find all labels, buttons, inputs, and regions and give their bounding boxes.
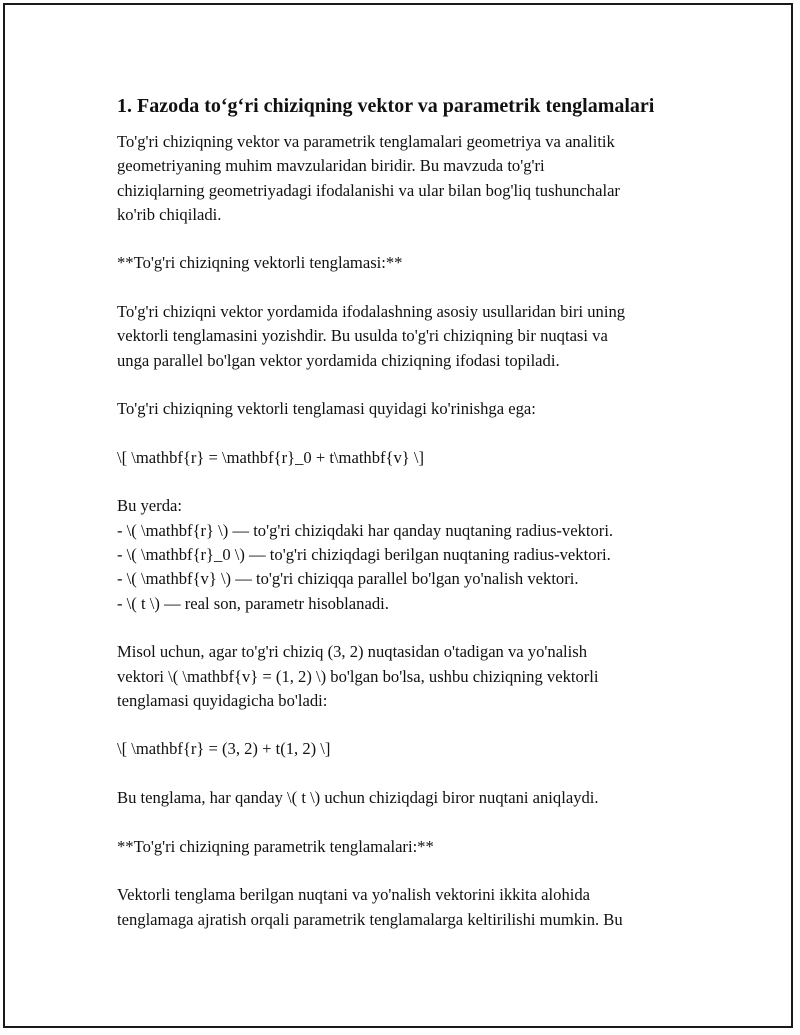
text-line: unga parallel bo'lgan vektor yordamida chiziqning ifodasi topiladi. xyxy=(117,350,560,370)
paragraph xyxy=(117,397,687,421)
text-line: - \( t \) — real son, parametr hisoblanadi. xyxy=(117,593,389,613)
text-line: **To'g'ri chiziqning vektorli tenglamasi:** xyxy=(117,253,403,273)
text-line: - \( \mathbf{v} \) — to'g'ri chiziqqa parallel bo'lgan yo'nalish vektori. xyxy=(117,569,579,589)
paragraph xyxy=(117,446,687,470)
text-line: - \( \mathbf{r}_0 \) — to'g'ri chiziqdagi berilgan nuqtaning radius-vektori. xyxy=(117,545,611,565)
text-line: vektori \( \mathbf{v} = (1, 2) \) bo'lgan bo'lsa, ushbu chiziqning vektorli xyxy=(117,666,599,686)
text-line: To'g'ri chiziqning vektorli tenglamasi quyidagi ko'rinishga ega: xyxy=(117,399,536,419)
text-line: geometriyaning muhim mavzularidan biridir. Bu mavzuda to'g'ri xyxy=(117,156,545,176)
text-line: tenglamaga ajratish orqali parametrik tenglamalarga keltirilishi mumkin. Bu xyxy=(117,909,623,929)
paragraph xyxy=(117,835,687,859)
paragraph xyxy=(117,300,687,373)
paragraph xyxy=(117,786,687,810)
text-line: Bu yerda: xyxy=(117,496,182,516)
document-title: 1. Fazoda to‘g‘ri chiziqning vektor va parametrik tenglamalari xyxy=(117,95,655,117)
text-line: chiziqlarning geometriyadagi ifodalanishi va ular bilan bog'liq tushunchalar xyxy=(117,180,620,200)
paragraph xyxy=(117,494,687,615)
text-line: Misol uchun, agar to'g'ri chiziq (3, 2) nuqtasidan o'tadigan va yo'nalish xyxy=(117,642,588,662)
text-line: vektorli tenglamasini yozishdir. Bu usulda to'g'ri chiziqning bir nuqtasi va xyxy=(117,326,608,346)
paragraph xyxy=(117,130,687,227)
text-line: To'g'ri chiziqning vektor va parametrik tenglamalari geometriya va analitik xyxy=(117,132,615,151)
text-line: Vektorli tenglama berilgan nuqtani va yo'nalish vektorini ikkita alohida xyxy=(117,885,591,905)
text-line: \[ \mathbf{r} = \mathbf{r}_0 + t\mathbf{v} \] xyxy=(117,447,425,467)
text-line: \[ \mathbf{r} = (3, 2) + t(1, 2) \] xyxy=(117,739,331,759)
paragraph-list xyxy=(117,130,687,932)
paragraph xyxy=(117,883,687,932)
text-line: ko'rib chiqiladi. xyxy=(117,204,222,224)
paragraph xyxy=(117,737,687,761)
document-body xyxy=(117,92,687,956)
paragraph xyxy=(117,251,687,275)
text-line: To'g'ri chiziqni vektor yordamida ifodalashning asosiy usullaridan biri uning xyxy=(117,302,626,322)
text-line: tenglamasi quyidagicha bo'ladi: xyxy=(117,690,328,710)
text-line: - \( \mathbf{r} \) — to'g'ri chiziqdaki har qanday nuqtaning radius-vektori. xyxy=(117,520,614,540)
text-line: Bu tenglama, har qanday \( t \) uchun chiziqdagi biror nuqtani aniqlaydi. xyxy=(117,788,599,808)
text-line: **To'g'ri chiziqning parametrik tenglamalari:** xyxy=(117,836,434,856)
paragraph xyxy=(117,640,687,713)
